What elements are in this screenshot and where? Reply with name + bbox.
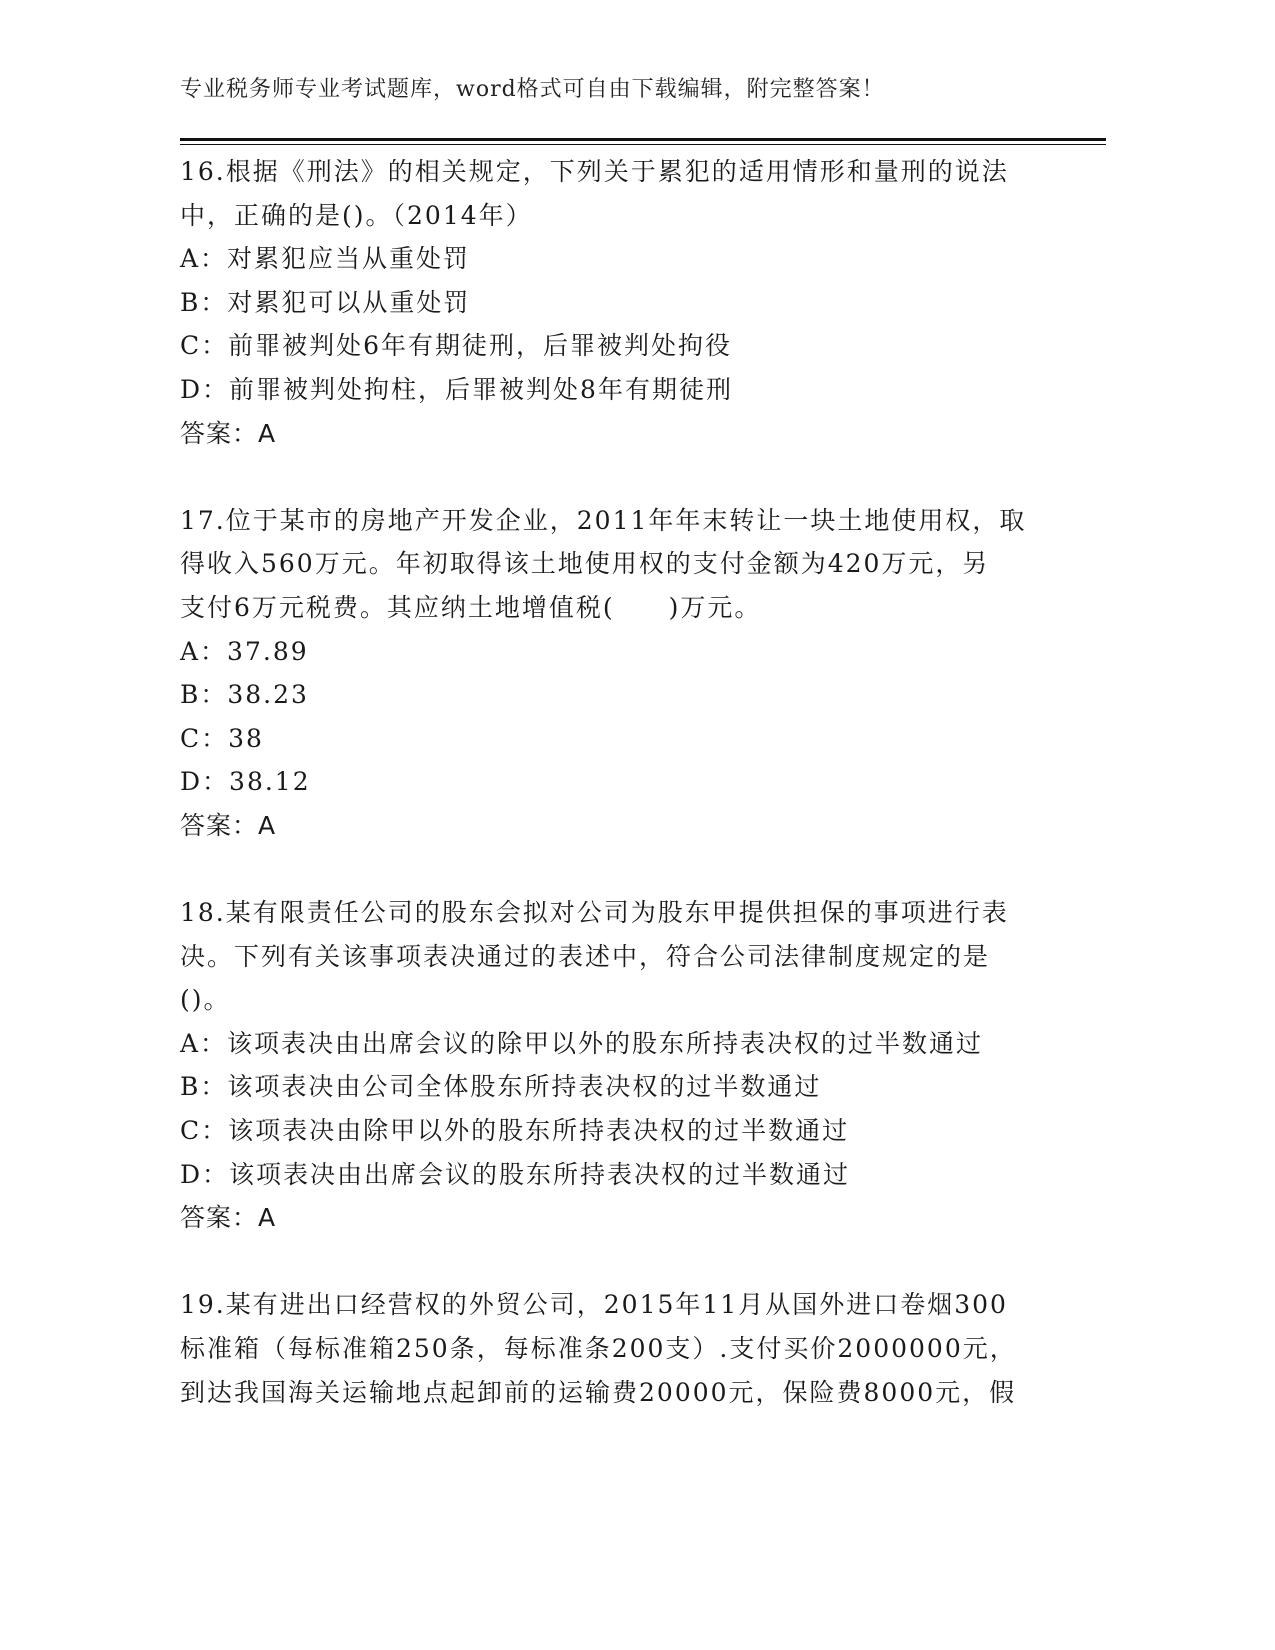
- question-16: [180, 150, 1040, 455]
- header-rule-thin: [180, 144, 1106, 145]
- answer-line: 答案：A: [180, 810, 277, 840]
- option-c: C：前罪被判处6年有期徒刑，后罪被判处拘役: [180, 331, 733, 361]
- option-a: A：对累犯应当从重处罚: [180, 244, 471, 274]
- question-stem-line: 17.位于某市的房地产开发企业，2011年年末转让一块土地使用权，取: [180, 505, 1027, 535]
- question-stem-line: 18.某有限责任公司的股东会拟对公司为股东甲提供担保的事项进行表: [180, 898, 1009, 928]
- question-19: [180, 1283, 1040, 1414]
- question-17: [180, 499, 1040, 848]
- option-a: A：37.89: [180, 636, 309, 666]
- option-c: C：38: [180, 723, 264, 753]
- option-d: D：前罪被判处拘柱，后罪被判处8年有期徒刑: [180, 374, 733, 404]
- question-list: [180, 150, 1040, 1414]
- question-stem-line: 19.某有进出口经营权的外贸公司，2015年11月从国外进口卷烟300: [180, 1290, 1008, 1320]
- question-18: [180, 891, 1040, 1240]
- option-a: A：该项表决由出席会议的除甲以外的股东所持表决权的过半数通过: [180, 1028, 984, 1058]
- question-stem-line: 到达我国海关运输地点起卸前的运输费20000元，保险费8000元，假: [180, 1377, 1017, 1407]
- option-c: C：该项表决由除甲以外的股东所持表决权的过半数通过: [180, 1116, 850, 1146]
- question-stem-line: 支付6万元税费。其应纳土地增值税( )万元。: [180, 592, 762, 622]
- question-stem-line: 16.根据《刑法》的相关规定，下列关于累犯的适用情形和量刑的说法: [180, 157, 1009, 186]
- question-stem-line: 标准箱（每标准箱250条，每标准条200支）.支付买价2000000元，: [180, 1334, 1017, 1364]
- question-stem-line: ()。: [180, 985, 231, 1015]
- question-stem-line: 得收入560万元。年初取得该土地使用权的支付金额为420万元，另: [180, 549, 990, 579]
- question-stem-line: 决。下列有关该事项表决通过的表述中，符合公司法律制度规定的是: [180, 941, 991, 971]
- option-b: B：38.23: [180, 680, 309, 710]
- spacer: [180, 1240, 1040, 1284]
- page-header: 专业税务师专业考试题库，word格式可自由下载编辑，附完整答案！: [180, 77, 885, 102]
- answer-line: 答案：A: [180, 1203, 277, 1233]
- option-d: D：该项表决由出席会议的股东所持表决权的过半数通过: [180, 1159, 851, 1189]
- option-b: B：对累犯可以从重处罚: [180, 287, 471, 317]
- header-rule-thick: [180, 138, 1106, 141]
- question-stem-line: 中，正确的是()。（2014年）: [180, 200, 533, 230]
- spacer: [180, 455, 1040, 499]
- option-b: B：该项表决由公司全体股东所持表决权的过半数通过: [180, 1072, 822, 1102]
- spacer: [180, 848, 1040, 892]
- answer-line: 答案：A: [180, 418, 277, 448]
- option-d: D：38.12: [180, 767, 311, 797]
